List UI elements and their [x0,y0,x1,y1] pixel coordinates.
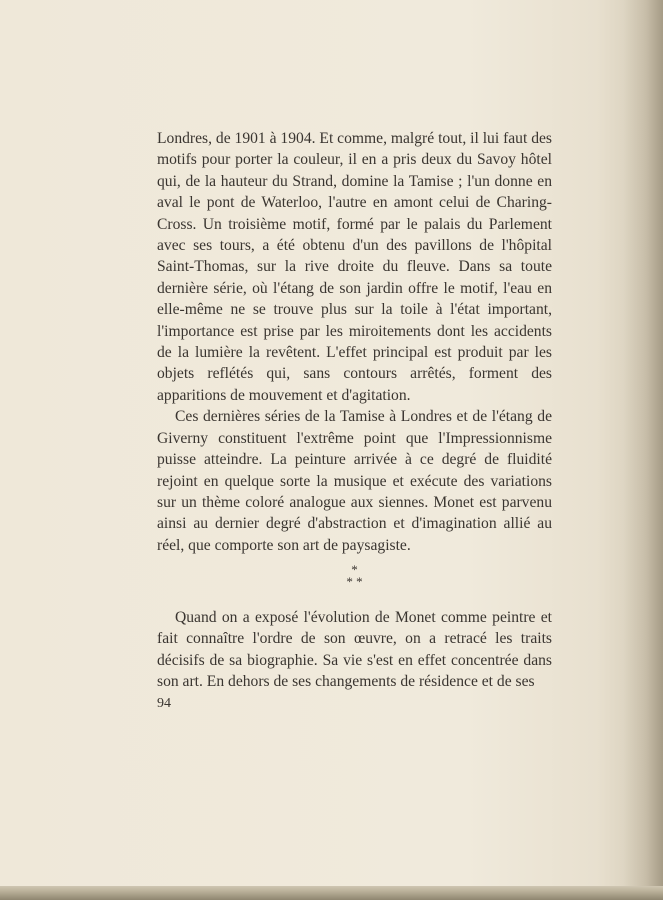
paragraph-1: Londres, de 1901 à 1904. Et comme, malgré tout, il lui faut des motifs pour porter la couleur, il en a pris deux du Savoy hôtel qui, de la hauteur du Strand, domine la Tamise ; l'un donne en aval le pont de Waterloo, l'autre en amont celui de Charing-Cross. Un troisième motif, formé par le palais du Parlement avec ses tours, a été obtenu d'un des pavillons de l'hôpital Saint-Thomas, sur la rive droite du fleuve. Dans sa toute dernière série, où l'étang de son jardin offre le motif, l'eau en elle-même ne se trouve plus sur la toile à l'état important, l'importance est prise par les miroitements dont les accidents de la lumière la revêtent. L'effet principal est produit par les objets reflétés qui, sans contours arrêtés, forment des apparitions de mouvement et d'agitation. [157,130,552,404]
asterism-bottom: * * [346,574,363,589]
page-number: 94 [157,696,171,711]
gutter-shadow [623,0,663,900]
paragraph-3: Quand on a exposé l'évolution de Monet comme peintre et fait connaître l'ordre de son œuvre, on a retracé les traits décisifs de sa biographie. Sa vie s'est en effet concentrée dans son art. En dehors de ses changements de résidence et de ses [157,609,552,691]
main-text-block [157,128,552,556]
page-bottom-edge [0,886,663,900]
section-asterism [157,564,552,588]
paragraph-2: Ces dernières séries de la Tamise à Londres et de l'étang de Giverny constituent l'extrême point que l'Impressionnisme puisse atteindre. La peinture arrivée à ce degré de fluidité rejoint en quelque sorte la musique et exécute des variations sur un thème coloré analogue aux siennes. Monet est parvenu ainsi au dernier degré d'abstraction et d'imagination allié au réel, que comporte son art de paysagiste. [157,408,552,554]
asterism-top: * [351,562,358,577]
continued-text-block [157,607,552,693]
